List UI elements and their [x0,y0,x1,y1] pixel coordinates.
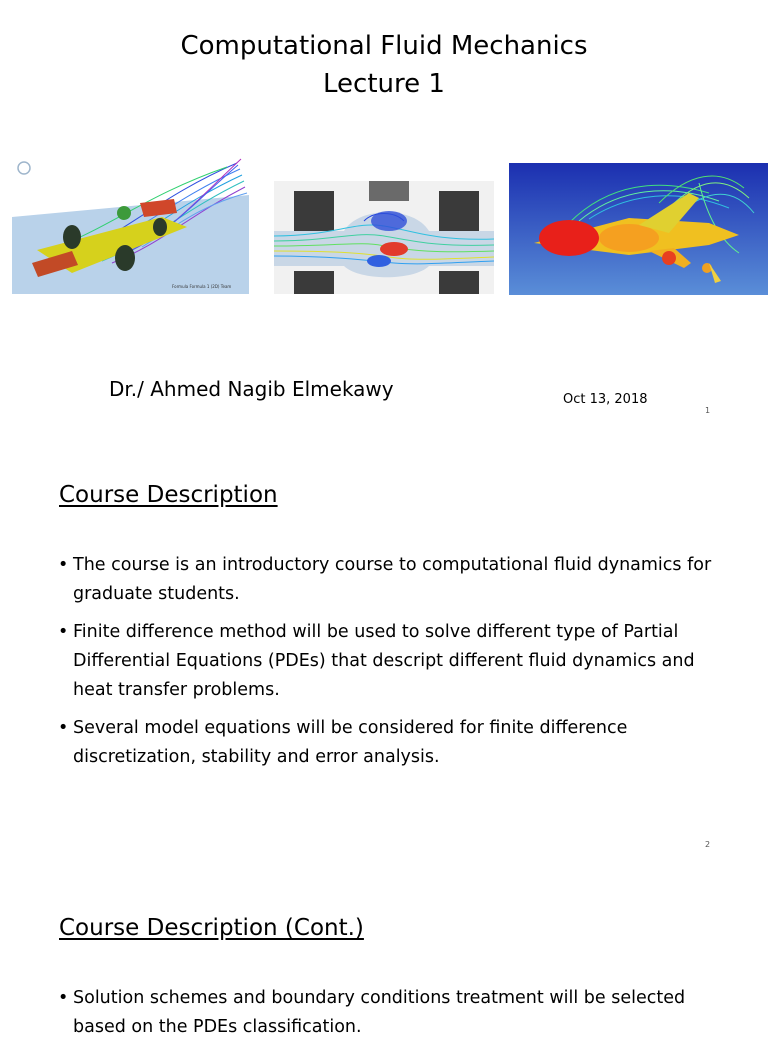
course-description-cont-heading: Course Description (Cont.) [59,915,364,941]
bullet-icon: • [58,555,69,575]
course-description-list [58,551,718,781]
bullet-text: Solution schemes and boundary conditions treatment will be selected based on the PDEs classification. [73,988,686,1037]
fighter-jet-streamlines-image [509,163,768,295]
lecture-title [0,27,768,103]
page-number-1: 1 [705,406,711,415]
list-item [58,551,718,609]
lecture-number: Lecture 1 [323,69,445,99]
bullet-icon: • [58,622,69,642]
author-name: Dr./ Ahmed Nagib Elmekawy [109,377,394,401]
bullet-icon: • [58,988,69,1008]
list-item [58,984,718,1042]
bullet-text: The course is an introductory course to computational fluid dynamics for graduate students. [73,555,712,604]
bullet-text: Finite difference method will be used to solve different type of Partial Differential Equations (PDEs) that descript different fluid dynamics and heat transfer problems. [73,622,695,700]
page-number-2: 2 [705,840,711,849]
lecture-date: Oct 13, 2018 [563,392,648,407]
list-item [58,714,718,772]
course-description-heading: Course Description [59,482,278,508]
valve-flow-image [274,181,494,294]
course-title: Computational Fluid Mechanics [180,31,588,61]
course-description-cont-list [58,984,718,1051]
bullet-text: Several model equations will be considered for finite difference discretization, stability and error analysis. [73,718,628,767]
bullet-icon: • [58,718,69,738]
list-item [58,618,718,705]
image-watermark-text: Formula Formula 1 (2D) Team [172,284,232,289]
race-car-streamlines-image [12,155,249,294]
